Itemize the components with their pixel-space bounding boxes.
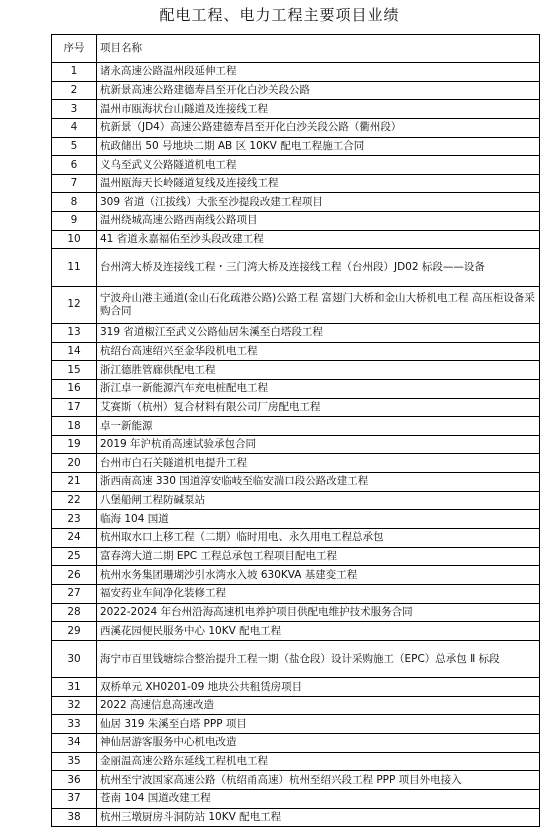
row-number: 7 bbox=[52, 174, 97, 193]
table-row bbox=[52, 584, 540, 603]
table-row bbox=[52, 174, 540, 193]
project-name: 杭绍台高速绍兴至金华段机电工程 bbox=[97, 342, 540, 361]
row-number: 38 bbox=[52, 808, 97, 827]
table-row bbox=[52, 286, 540, 323]
table-header-row bbox=[52, 35, 540, 63]
row-number: 8 bbox=[52, 193, 97, 212]
table-row bbox=[52, 398, 540, 417]
project-name: 卓一新能源 bbox=[97, 417, 540, 436]
project-name: 宁波舟山港主通道(金山石化疏港公路)公路工程 富翅门大桥和金山大桥机电工程 高压柜设备采购合同 bbox=[97, 286, 540, 323]
row-number: 29 bbox=[52, 622, 97, 641]
row-number: 17 bbox=[52, 398, 97, 417]
row-number: 13 bbox=[52, 324, 97, 343]
row-number: 31 bbox=[52, 678, 97, 697]
table-row bbox=[52, 603, 540, 622]
row-number: 11 bbox=[52, 249, 97, 286]
project-name: 温州绕城高速公路西南线公路项目 bbox=[97, 212, 540, 231]
row-number: 15 bbox=[52, 361, 97, 380]
project-name: 浙江卓一新能源汽车充电桩配电工程 bbox=[97, 379, 540, 398]
project-name: 温州市瓯海状台山隧道及连接线工程 bbox=[97, 100, 540, 119]
table-row bbox=[52, 790, 540, 809]
row-number: 10 bbox=[52, 230, 97, 249]
project-name: 41 省道永嘉福佑至沙头段改建工程 bbox=[97, 230, 540, 249]
header-name: 项目名称 bbox=[97, 35, 540, 63]
project-name: 杭州取水口上移工程（二期）临时用电、永久用电工程总承包 bbox=[97, 529, 540, 548]
projects-table bbox=[51, 34, 540, 827]
project-name: 杭州三墩厨房斗洞防站 10KV 配电工程 bbox=[97, 808, 540, 827]
project-name: 台州市白石关隧道机电提升工程 bbox=[97, 454, 540, 473]
table-row bbox=[52, 510, 540, 529]
header-no: 序号 bbox=[52, 35, 97, 63]
project-name: 艾赛斯（杭州）复合材料有限公司厂房配电工程 bbox=[97, 398, 540, 417]
row-number: 9 bbox=[52, 212, 97, 231]
project-name: 义乌至武义公路隧道机电工程 bbox=[97, 156, 540, 175]
table-row bbox=[52, 379, 540, 398]
row-number: 3 bbox=[52, 100, 97, 119]
row-number: 26 bbox=[52, 566, 97, 585]
table-row bbox=[52, 230, 540, 249]
row-number: 35 bbox=[52, 752, 97, 771]
project-name: 杭州至宁波国家高速公路（杭绍甬高速）杭州至绍兴段工程 PPP 项目外电接入 bbox=[97, 771, 540, 790]
table-row bbox=[52, 81, 540, 100]
project-name: 319 省道椒江至武义公路仙居朱溪至白塔段工程 bbox=[97, 324, 540, 343]
row-number: 6 bbox=[52, 156, 97, 175]
project-name: 诸永高速公路温州段延伸工程 bbox=[97, 63, 540, 82]
project-name: 2022-2024 年台州沿海高速机电养护项目供配电维护技术服务合同 bbox=[97, 603, 540, 622]
table-row bbox=[52, 566, 540, 585]
project-name: 西溪花园便民服务中心 10KV 配电工程 bbox=[97, 622, 540, 641]
row-number: 36 bbox=[52, 771, 97, 790]
project-name: 2019 年沪杭甬高速试验承包合同 bbox=[97, 435, 540, 454]
row-number: 34 bbox=[52, 734, 97, 753]
row-number: 18 bbox=[52, 417, 97, 436]
row-number: 37 bbox=[52, 790, 97, 809]
project-name: 温州瓯海天长岭隧道复线及连接线工程 bbox=[97, 174, 540, 193]
table-row bbox=[52, 473, 540, 492]
project-name: 海宁市百里钱塘综合整治提升工程一期（盐仓段）设计采购施工（EPC）总承包 Ⅱ 标段 bbox=[97, 640, 540, 677]
table-row bbox=[52, 640, 540, 677]
project-name: 仙居 319 朱溪至白塔 PPP 项目 bbox=[97, 715, 540, 734]
project-name: 杭新景（JD4）高速公路建德寿昌至开化白沙关段公路（衢州段） bbox=[97, 118, 540, 137]
table-row bbox=[52, 547, 540, 566]
table-row bbox=[52, 454, 540, 473]
table-row bbox=[52, 361, 540, 380]
row-number: 1 bbox=[52, 63, 97, 82]
row-number: 4 bbox=[52, 118, 97, 137]
table-row bbox=[52, 193, 540, 212]
project-name: 福安药业车间净化装修工程 bbox=[97, 584, 540, 603]
table-row bbox=[52, 417, 540, 436]
row-number: 5 bbox=[52, 137, 97, 156]
project-name: 2022 高速信息高速改造 bbox=[97, 696, 540, 715]
table-row bbox=[52, 734, 540, 753]
project-name: 八堡船闸工程防碱泵站 bbox=[97, 491, 540, 510]
row-number: 19 bbox=[52, 435, 97, 454]
row-number: 24 bbox=[52, 529, 97, 548]
table-row bbox=[52, 622, 540, 641]
project-name: 临海 104 国道 bbox=[97, 510, 540, 529]
project-name: 富春湾大道二期 EPC 工程总承包工程项目配电工程 bbox=[97, 547, 540, 566]
row-number: 27 bbox=[52, 584, 97, 603]
project-name: 309 省道（江拔线）大张至沙提段改建工程项目 bbox=[97, 193, 540, 212]
table-row bbox=[52, 529, 540, 548]
table-row bbox=[52, 63, 540, 82]
project-name: 杭新景高速公路建德寿昌至开化白沙关段公路 bbox=[97, 81, 540, 100]
project-name: 杭州水务集团珊瑚沙引水湾水入坡 630KVA 基建变工程 bbox=[97, 566, 540, 585]
table-row bbox=[52, 752, 540, 771]
table-row bbox=[52, 212, 540, 231]
table-row bbox=[52, 696, 540, 715]
row-number: 16 bbox=[52, 379, 97, 398]
row-number: 2 bbox=[52, 81, 97, 100]
row-number: 33 bbox=[52, 715, 97, 734]
project-name: 浙江德胜管廊供配电工程 bbox=[97, 361, 540, 380]
table-row bbox=[52, 678, 540, 697]
table-row bbox=[52, 118, 540, 137]
row-number: 30 bbox=[52, 640, 97, 677]
table-row bbox=[52, 715, 540, 734]
table-row bbox=[52, 771, 540, 790]
row-number: 20 bbox=[52, 454, 97, 473]
row-number: 23 bbox=[52, 510, 97, 529]
project-name: 杭政储出 50 号地块二期 AB 区 10KV 配电工程施工合同 bbox=[97, 137, 540, 156]
table-row bbox=[52, 100, 540, 119]
project-name: 神仙居游客服务中心机电改造 bbox=[97, 734, 540, 753]
table-row bbox=[52, 156, 540, 175]
page-title: 配电工程、电力工程主要项目业绩 bbox=[159, 6, 400, 24]
table-row bbox=[52, 324, 540, 343]
row-number: 21 bbox=[52, 473, 97, 492]
project-name: 双桥单元 XH0201-09 地块公共租赁房项目 bbox=[97, 678, 540, 697]
row-number: 28 bbox=[52, 603, 97, 622]
table-row bbox=[52, 491, 540, 510]
row-number: 22 bbox=[52, 491, 97, 510]
row-number: 25 bbox=[52, 547, 97, 566]
project-name: 台州湾大桥及连接线工程・三门湾大桥及连接线工程（台州段）JD02 标段——设备 bbox=[97, 249, 540, 286]
table-row bbox=[52, 137, 540, 156]
table-row bbox=[52, 435, 540, 454]
project-name: 苍南 104 国道改建工程 bbox=[97, 790, 540, 809]
project-name: 金丽温高速公路东延线工程机电工程 bbox=[97, 752, 540, 771]
project-name: 浙西南高速 330 国道淳安临岐至临安湍口段公路改建工程 bbox=[97, 473, 540, 492]
row-number: 14 bbox=[52, 342, 97, 361]
table-row bbox=[52, 342, 540, 361]
table-row bbox=[52, 808, 540, 827]
table-row bbox=[52, 249, 540, 286]
row-number: 12 bbox=[52, 286, 97, 323]
row-number: 32 bbox=[52, 696, 97, 715]
